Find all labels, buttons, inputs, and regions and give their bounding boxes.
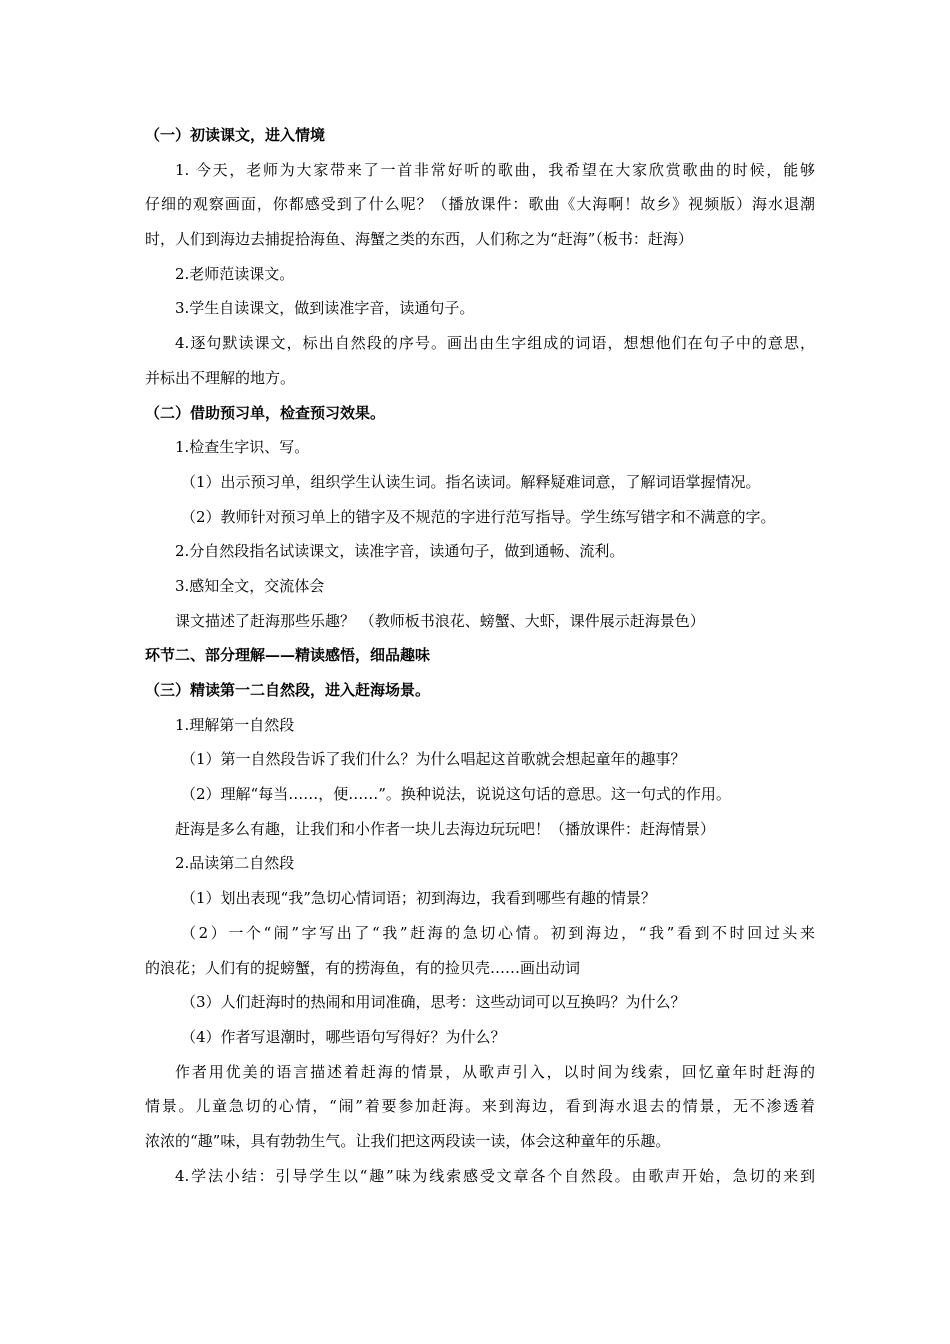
section-heading: （二）借助预习单，检查预习效果。 [145, 403, 386, 422]
paragraph-line: （2）教师针对预习单上的错字及不规范的字进行范写指导。学生练写错字和不满意的字。 [181, 507, 776, 526]
paragraph-line: 作者用优美的语言描述着赶海的情景，从歌声引入，以时间为线索，回忆童年时赶海的 [175, 1062, 815, 1081]
paragraph-line: 仔细的观察画面，你都感受到了什么呢？（播放课件：歌曲《大海啊！故乡》视频版）海水退潮 [145, 195, 815, 214]
document-page [145, 118, 815, 1193]
paragraph-line: 赶海是多么有趣，让我们和小作者一块儿去海边玩玩吧！（播放课件：赶海情景） [175, 819, 716, 838]
section-heading: 环节二、部分理解——精读感悟，细品趣味 [145, 646, 431, 665]
paragraph-line: （2）一个“闹”字写出了“我”赶海的急切心情。初到海边，“我”看到不时回过头来 [181, 923, 815, 942]
paragraph-line: 并标出不理解的地方。 [145, 368, 296, 387]
paragraph-line: 2.分自然段指名试读课文，读准字音，读通句子，做到通畅、流利。 [175, 542, 625, 561]
paragraph-line: （2）理解“每当……，便……”。换种说法，说说这句话的意思。这一句式的作用。 [181, 785, 731, 804]
paragraph-line: 4.学法小结：引导学生以“趣”味为线索感受文章各个自然段。由歌声开始，急切的来到 [175, 1166, 815, 1185]
paragraph-line: （1）划出表现“我”急切心情词语；初到海边，我看到哪些有趣的情景？ [181, 889, 656, 908]
paragraph-line: （1）出示预习单，组织学生认读生词。指名读词。解释疑难词意，了解词语掌握情况。 [181, 472, 761, 491]
paragraph-line: 的浪花；人们有的捉螃蟹，有的捞海鱼，有的捡贝壳……画出动词 [145, 958, 581, 977]
paragraph-line: 4.逐句默读课文，标出自然段的序号。画出由生字组成的词语，想想他们在句子中的意思， [175, 334, 815, 353]
section-heading: （三）精读第一二自然段，进入赶海场景。 [145, 681, 431, 699]
paragraph-line: （3）人们赶海时的热闹和用词准确，思考：这些动词可以互换吗？为什么？ [181, 993, 686, 1012]
paragraph-line: 3.学生自读课文，做到读准字音，读通句子。 [175, 299, 475, 318]
paragraph-line: 1. 今天，老师为大家带来了一首非常好听的歌曲，我希望在大家欣赏歌曲的时候，能够 [175, 160, 815, 179]
paragraph-line: 1.理解第一自然段 [175, 715, 295, 734]
paragraph-line: 课文描述了赶海那些乐趣？ （教师板书浪花、螃蟹、大虾，课件展示赶海景色） [175, 611, 705, 630]
paragraph-line: 3.感知全文，交流体会 [175, 576, 325, 595]
paragraph-line: 时，人们到海边去捕捉拾海鱼、海蟹之类的东西，人们称之为“赶海”（板书：赶海） [145, 230, 693, 249]
paragraph-line: （4）作者写退潮时，哪些语句写得好？为什么？ [181, 1027, 506, 1046]
paragraph-line: 2.品读第二自然段 [175, 854, 295, 873]
paragraph-line: 1.检查生字识、写。 [175, 438, 310, 457]
paragraph-line: （1）第一自然段告诉了我们什么？为什么唱起这首歌就会想起童年的趣事？ [181, 750, 686, 769]
paragraph-line: 2.老师范读课文。 [175, 264, 295, 283]
section-heading: （一）初读课文，进入情境 [145, 126, 326, 144]
paragraph-line: 浓浓的“趣”味，具有勃勃生气。让我们把这两段读一读，体会这种童年的乐趣。 [145, 1131, 671, 1150]
paragraph-line: 情景。儿童急切的心情，“闹”着要参加赶海。来到海边，看到海水退去的情景，无不渗透着 [145, 1097, 815, 1116]
